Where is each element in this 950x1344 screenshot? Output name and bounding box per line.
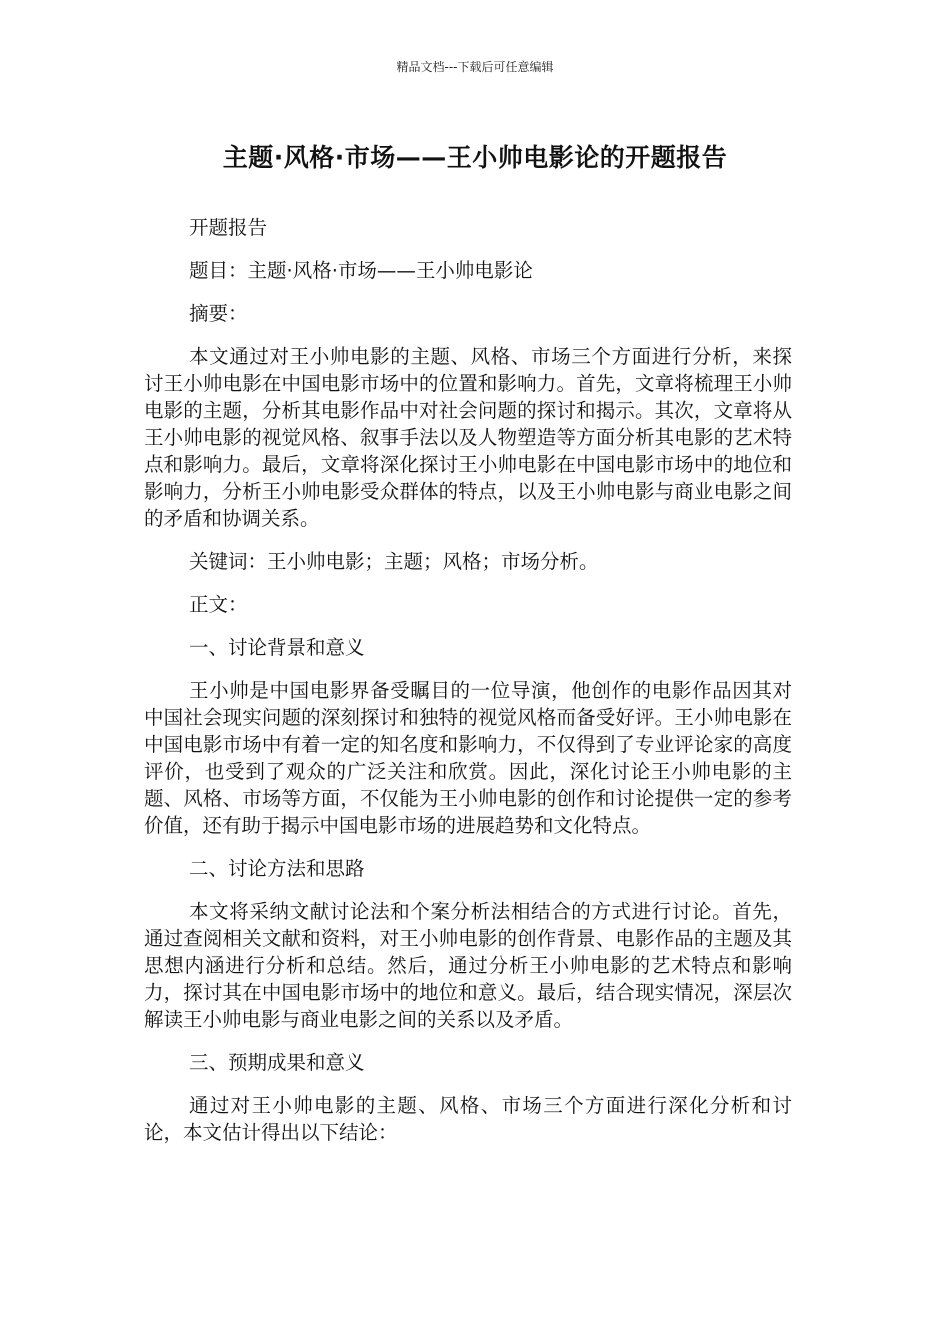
section2-heading: 二、讨论方法和思路 — [189, 857, 365, 880]
keywords-line: 关键词：王小帅电影；主题；风格；市场分析。 — [189, 550, 599, 573]
document-body — [144, 214, 792, 1162]
section3-paragraph: 通过对王小帅电影的主题、风格、市场三个方面进行深化分析和讨论，本文估计得出以下结论： — [144, 1094, 792, 1144]
section1-heading: 一、讨论背景和意义 — [189, 636, 365, 659]
section3-heading: 三、预期成果和意义 — [189, 1051, 365, 1074]
header-note: 精品文档---下载后可任意编辑 — [396, 60, 554, 74]
section1-paragraph: 王小帅是中国电影界备受瞩目的一位导演，他创作的电影作品因其对中国社会现实问题的深刻探讨和独特的视觉风格而备受好评。王小帅电影在中国电影市场中有着一定的知名度和影响力，不仅得到了专业评论家的高度评价，也受到了观众的广泛关注和欣赏。因此，深化讨论王小帅电影的主题、风格、市场等方面，不仅能为王小帅电影的创作和讨论提供一定的参考价值，还有助于揭示中国电影市场的进展趋势和文化特点。 — [144, 679, 792, 837]
report-label: 开题报告 — [189, 216, 268, 239]
abstract-label: 摘要： — [189, 302, 248, 325]
topic-line: 题目：主题·风格·市场——王小帅电影论 — [189, 259, 533, 282]
abstract-paragraph: 本文通过对王小帅电影的主题、风格、市场三个方面进行分析，来探讨王小帅电影在中国电影市场中的位置和影响力。首先，文章将梳理王小帅电影的主题，分析其电影作品中对社会问题的探讨和揭示。其次，文章将从王小帅电影的视觉风格、叙事手法以及人物塑造等方面分析其电影的艺术特点和影响力。最后，文章将深化探讨王小帅电影在中国电影市场中的地位和影响力，分析王小帅电影受众群体的特点，以及王小帅电影与商业电影之间的矛盾和协调关系。 — [144, 345, 792, 530]
section2-paragraph: 本文将采纳文献讨论法和个案分析法相结合的方式进行讨论。首先，通过查阅相关文献和资料，对王小帅电影的创作背景、电影作品的主题及其思想内涵进行分析和总结。然后，通过分析王小帅电影的艺术特点和影响力，探讨其在中国电影市场中的地位和意义。最后，结合现实情况，深层次解读王小帅电影与商业电影之间的关系以及矛盾。 — [144, 900, 792, 1031]
document-title: 主题·风格·市场——王小帅电影论的开题报告 — [222, 143, 728, 172]
body-label: 正文： — [189, 593, 248, 616]
